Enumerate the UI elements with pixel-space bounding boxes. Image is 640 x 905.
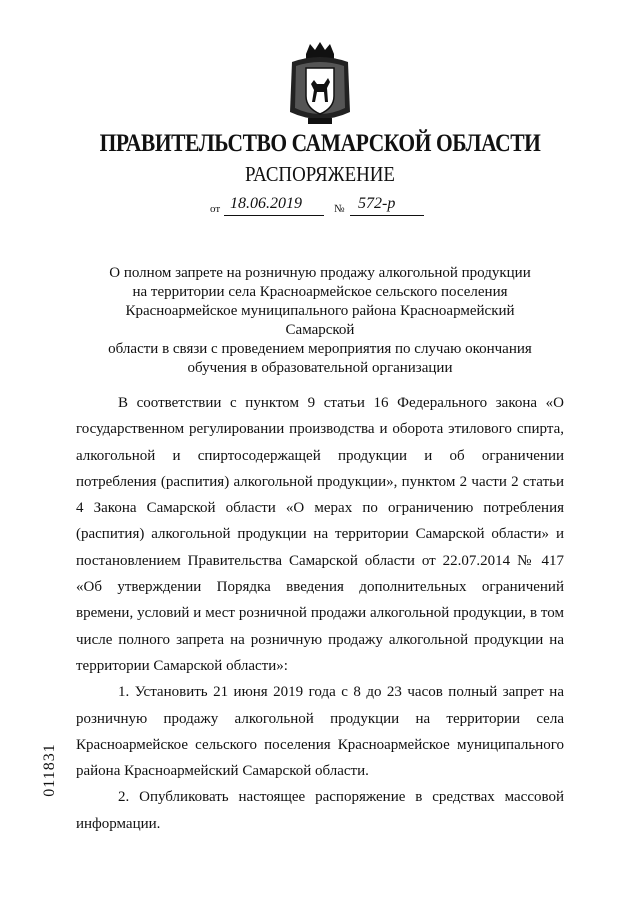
date-number-line	[210, 195, 430, 221]
government-title: ПРАВИТЕЛЬСТВО САМАРСКОЙ ОБЛАСТИ	[99, 130, 541, 157]
date-prefix: от	[210, 203, 221, 215]
number-underline	[350, 215, 424, 216]
number-prefix: №	[334, 203, 345, 215]
document-type: РАСПОРЯЖЕНИЕ	[245, 162, 395, 186]
coat-of-arms-icon	[284, 40, 356, 128]
preamble-paragraph: В соответствии с пунктом 9 статьи 16 Федерального закона «О государственном регулировании производства и оборота этилового спирта, алкогольной и спиртосодержащей продукции и об ограничении потребления (распития) алкогольной продукции», пунктом 2 части 2 статьи 4 Закона Самарской области «О мерах по ограничению потребления (распития) алкогольной продукции на территории Самарской области» и постановлением Правительства Самарской области от 22.07.2014 № 417 «Об утверждении Порядка введения дополнительных ограничений времени, условий и мест розничной продажи алкогольной продукции, в том числе полного запрета на розничную продажу алкогольной продукции на территории Самарской области»:	[76, 395, 564, 674]
document-date: 18.06.2019	[230, 195, 302, 212]
item-2-paragraph: 2. Опубликовать настоящее распоряжение в средствах массовой информации.	[76, 789, 564, 832]
subject-line: области в связи с проведением мероприятия по случаю окончания	[108, 341, 532, 357]
margin-serial-number: 011831	[41, 743, 58, 797]
subject-line: Красноармейское муниципального района Красноармейский Самарской	[125, 303, 515, 338]
document-number: 572-р	[358, 195, 396, 212]
date-underline	[224, 215, 324, 216]
item-1-paragraph: 1. Установить 21 июня 2019 года с 8 до 23 часов полный запрет на розничную продажу алкогольной продукции на территории села Красноармейское сельского поселения Красноармейское муниципального района Красноармейский Самарской области.	[76, 684, 564, 780]
subject-line: О полном запрете на розничную продажу алкогольной продукции	[109, 265, 531, 281]
document-body	[76, 390, 564, 837]
document-subject	[90, 264, 550, 378]
subject-line: обучения в образовательной организации	[187, 360, 453, 376]
subject-line: на территории села Красноармейское сельского поселения	[132, 284, 508, 300]
